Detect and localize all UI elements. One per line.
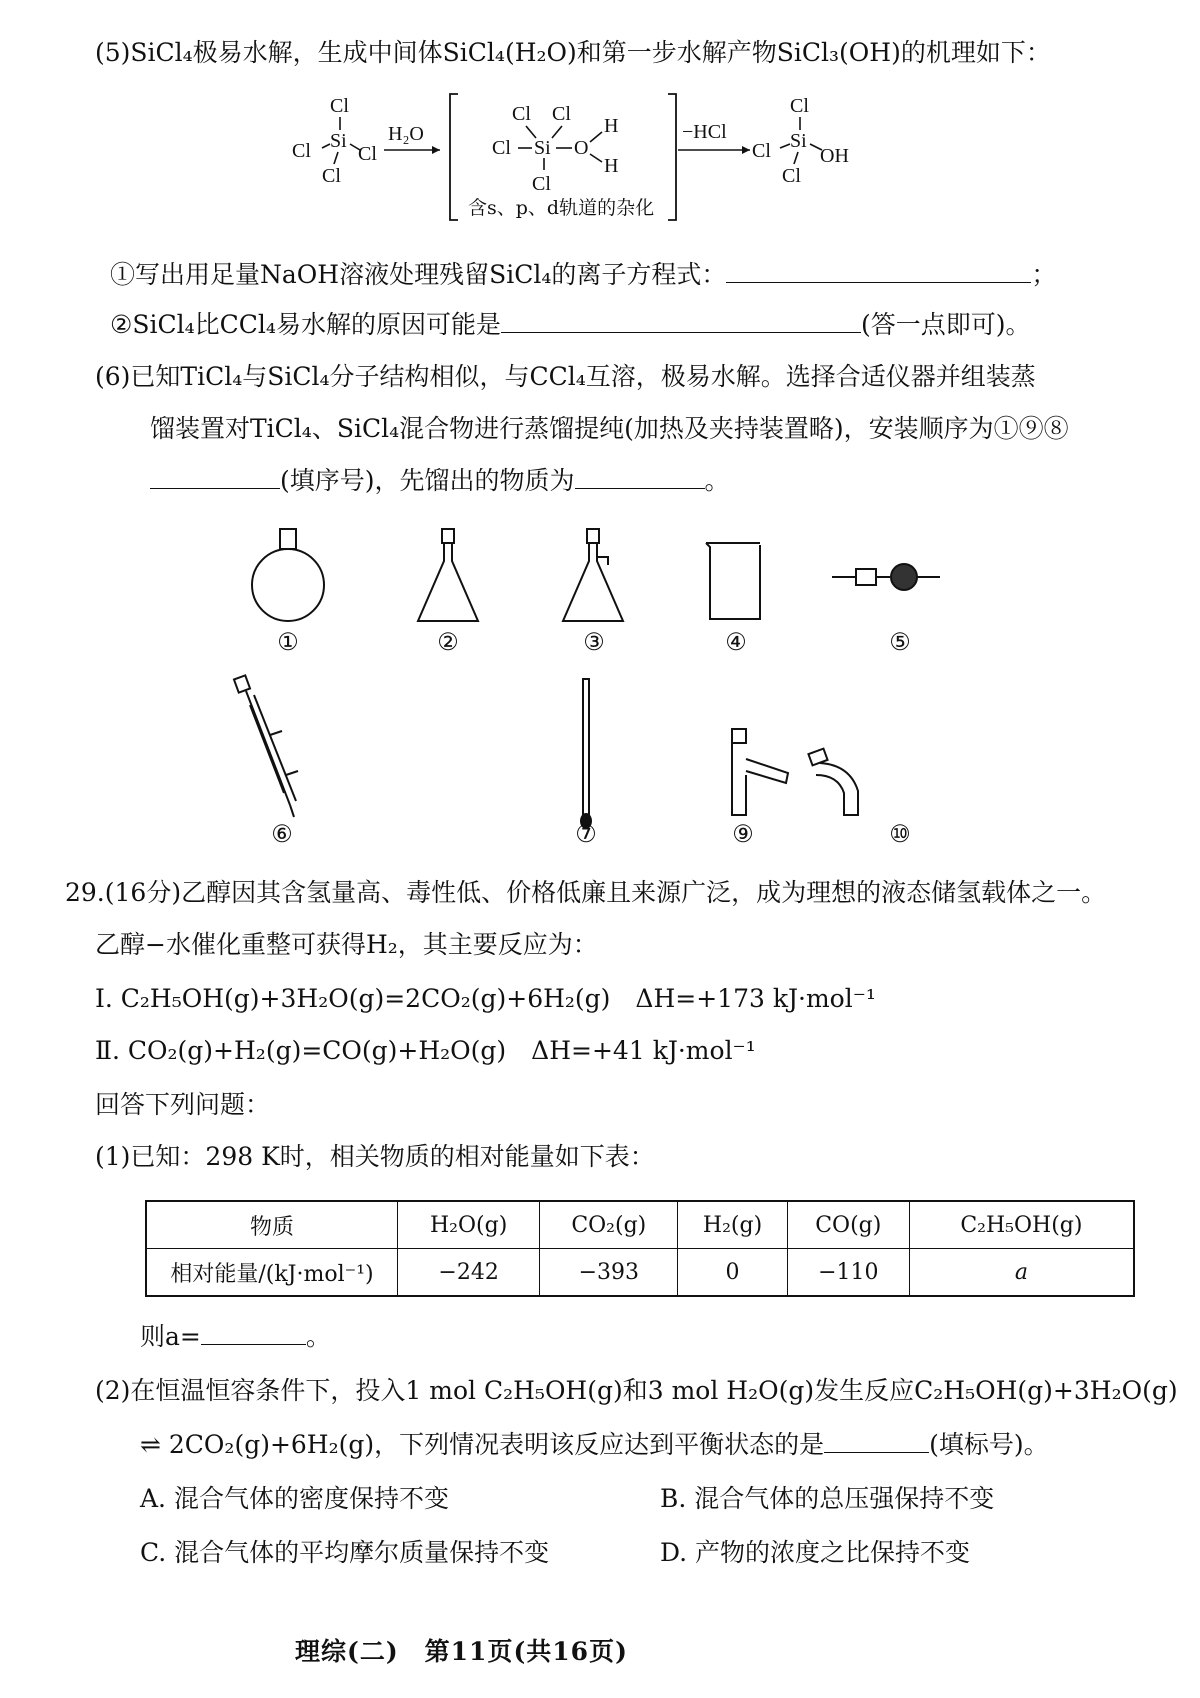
reactant-si: Si [330,130,347,152]
q29-p2-blank[interactable] [824,1430,929,1453]
apparatus-row-1 [240,525,980,635]
apparatus-label-2: ② [437,628,459,656]
intermediate-h-bottom: H [604,155,619,177]
q6-line1: (6)已知TiCl₄与SiCl₄分子结构相似，与CCl₄互溶，极易水解。选择合适仪器并组装蒸 [95,362,1036,391]
apparatus-label-1: ① [277,628,299,656]
apparatus-label-4: ④ [725,628,747,656]
table-header-cell: H₂(g) [678,1201,788,1249]
apparatus-label-3: ③ [583,628,605,656]
q6-line2: 馏装置对TiCl₄、SiCl₄混合物进行蒸馏提纯(加热及夹持装置略)，安装顺序为①⑨⑧ [150,414,1069,443]
q5-sub2-end: (答一点即可)。 [860,310,1031,339]
table-cell: −393 [540,1249,678,1297]
q29-intro-2: 乙醇−水催化重整可获得H₂，其主要反应为： [95,930,598,959]
intermediate-h-top: H [604,115,619,137]
q29-answer-prompt: 回答下列问题： [95,1090,271,1119]
product-si: Si [790,130,807,152]
intermediate-cl-bottom: Cl [532,173,551,195]
option-d[interactable]: D. 产物的浓度之比保持不变 [660,1538,971,1567]
drying-tube-icon [832,564,940,590]
q29-p1-answer [140,1320,331,1354]
intermediate-cl-left: Cl [492,137,511,159]
table-header-cell: H₂O(g) [398,1201,540,1249]
table-header-cell: CO₂(g) [540,1201,678,1249]
distillation-head-icon [732,729,788,815]
apparatus-label-9: ⑨ [732,820,754,848]
apparatus-label-7: ⑦ [575,820,597,848]
q6-line3 [150,464,730,498]
apparatus-label-5: ⑤ [889,628,911,656]
page-footer: 理综(二) 第11页(共16页) [295,1637,628,1666]
q29-p1-answer-end: 。 [305,1322,331,1351]
product-cl-top: Cl [790,95,809,117]
table-cell: −242 [398,1249,540,1297]
q29-reaction-2: Ⅱ. CO₂(g)+H₂(g)=CO(g)+H₂O(g) ΔH=+41 kJ·mol⁻¹ [95,1036,756,1065]
reactant-cl-left: Cl [292,140,311,162]
table-header-cell: C₂H₅OH(g) [909,1201,1134,1249]
reactant-cl-bottom: Cl [322,165,341,187]
round-bottom-flask-icon [252,529,324,621]
q29-reaction-1: Ⅰ. C₂H₅OH(g)+3H₂O(g)=2CO₂(g)+6H₂(g) ΔH=+173 kJ·mol⁻¹ [95,984,876,1013]
q5-sub1-end: ； [1031,260,1057,289]
reactant-cl-right: Cl [358,143,377,165]
conical-flask-icon [418,529,478,621]
table-header-row [146,1201,1134,1249]
option-a[interactable]: A. 混合气体的密度保持不变 [140,1484,449,1513]
table-row [146,1249,1134,1297]
q6-line3-end: 。 [704,466,730,495]
product-cl-left: Cl [752,140,771,162]
q29-p2-line-1: (2)在恒温恒容条件下，投入1 mol C₂H₅OH(g)和3 mol H₂O(g)发生反应C₂H₅OH(g)+3H₂O(g) [95,1376,1178,1405]
apparatus-label-10: ⑩ [889,820,911,848]
table-header-cell: 物质 [146,1201,398,1249]
q29-a-blank[interactable] [201,1322,306,1345]
option-b[interactable]: B. 混合气体的总压强保持不变 [660,1484,995,1513]
q5-sub1 [110,258,1056,292]
q29-p1: (1)已知：298 K时，相关物质的相对能量如下表： [95,1142,655,1171]
reagent-minus-hcl: −HCl [682,121,727,143]
table-cell: 0 [678,1249,788,1297]
bracket-note: 含s、p、d轨道的杂化 [468,197,655,219]
q5-sub2-text: ②SiCl₄比CCl₄易水解的原因可能是 [110,310,501,339]
reagent-h2o: H₂O [388,123,424,145]
adapter-icon [808,749,858,815]
q5-sub1-text: ①写出用足量NaOH溶液处理残留SiCl₄的离子方程式： [110,260,727,289]
condenser-icon [234,675,298,817]
beaker-icon [706,543,760,619]
reactant-cl-top: Cl [330,95,349,117]
intermediate-cl-top-left: Cl [512,103,531,125]
apparatus-label-6: ⑥ [271,820,293,848]
q6-first-distillate-blank[interactable] [575,466,705,489]
q6-order-blank[interactable] [150,466,280,489]
q29-p2-line-2 [140,1428,1049,1462]
table-cell: −110 [787,1249,909,1297]
q5-sub1-blank[interactable] [726,260,1031,283]
intermediate-o: O [574,137,589,159]
q5-sub2-blank[interactable] [501,310,861,333]
table-cell: a [909,1249,1134,1297]
q29-intro-1: 29.(16分)乙醇因其含氢量高、毒性低、价格低廉且来源广泛，成为理想的液态储氢载体之一。 [65,878,1107,907]
hydrolysis-mechanism-diagram [292,92,940,242]
q5-intro: (5)SiCl₄极易水解，生成中间体SiCl₄(H₂O)和第一步水解产物SiCl₃(OH)的机理如下： [95,38,1051,67]
apparatus-row-2 [220,675,940,835]
table-header-cell: CO(g) [787,1201,909,1249]
q5-sub2 [110,308,1030,342]
q29-p1-answer-label: 则a= [140,1322,201,1351]
relative-energy-table [145,1200,1135,1297]
suction-flask-icon [563,529,623,621]
q6-line3-mid: (填序号)，先馏出的物质为 [280,466,575,495]
product-cl-bottom: Cl [782,165,801,187]
q29-p2-line-2-start: ⇌ 2CO₂(g)+6H₂(g)，下列情况表明该反应达到平衡状态的是 [140,1430,825,1459]
product-oh: OH [820,145,849,167]
intermediate-si: Si [534,137,551,159]
table-cell: 相对能量/(kJ·mol⁻¹) [146,1249,398,1297]
intermediate-cl-top-right: Cl [552,103,571,125]
option-c[interactable]: C. 混合气体的平均摩尔质量保持不变 [140,1538,550,1567]
q29-p2-line-2-end: (填标号)。 [929,1430,1049,1459]
thermometer-icon [581,679,591,828]
